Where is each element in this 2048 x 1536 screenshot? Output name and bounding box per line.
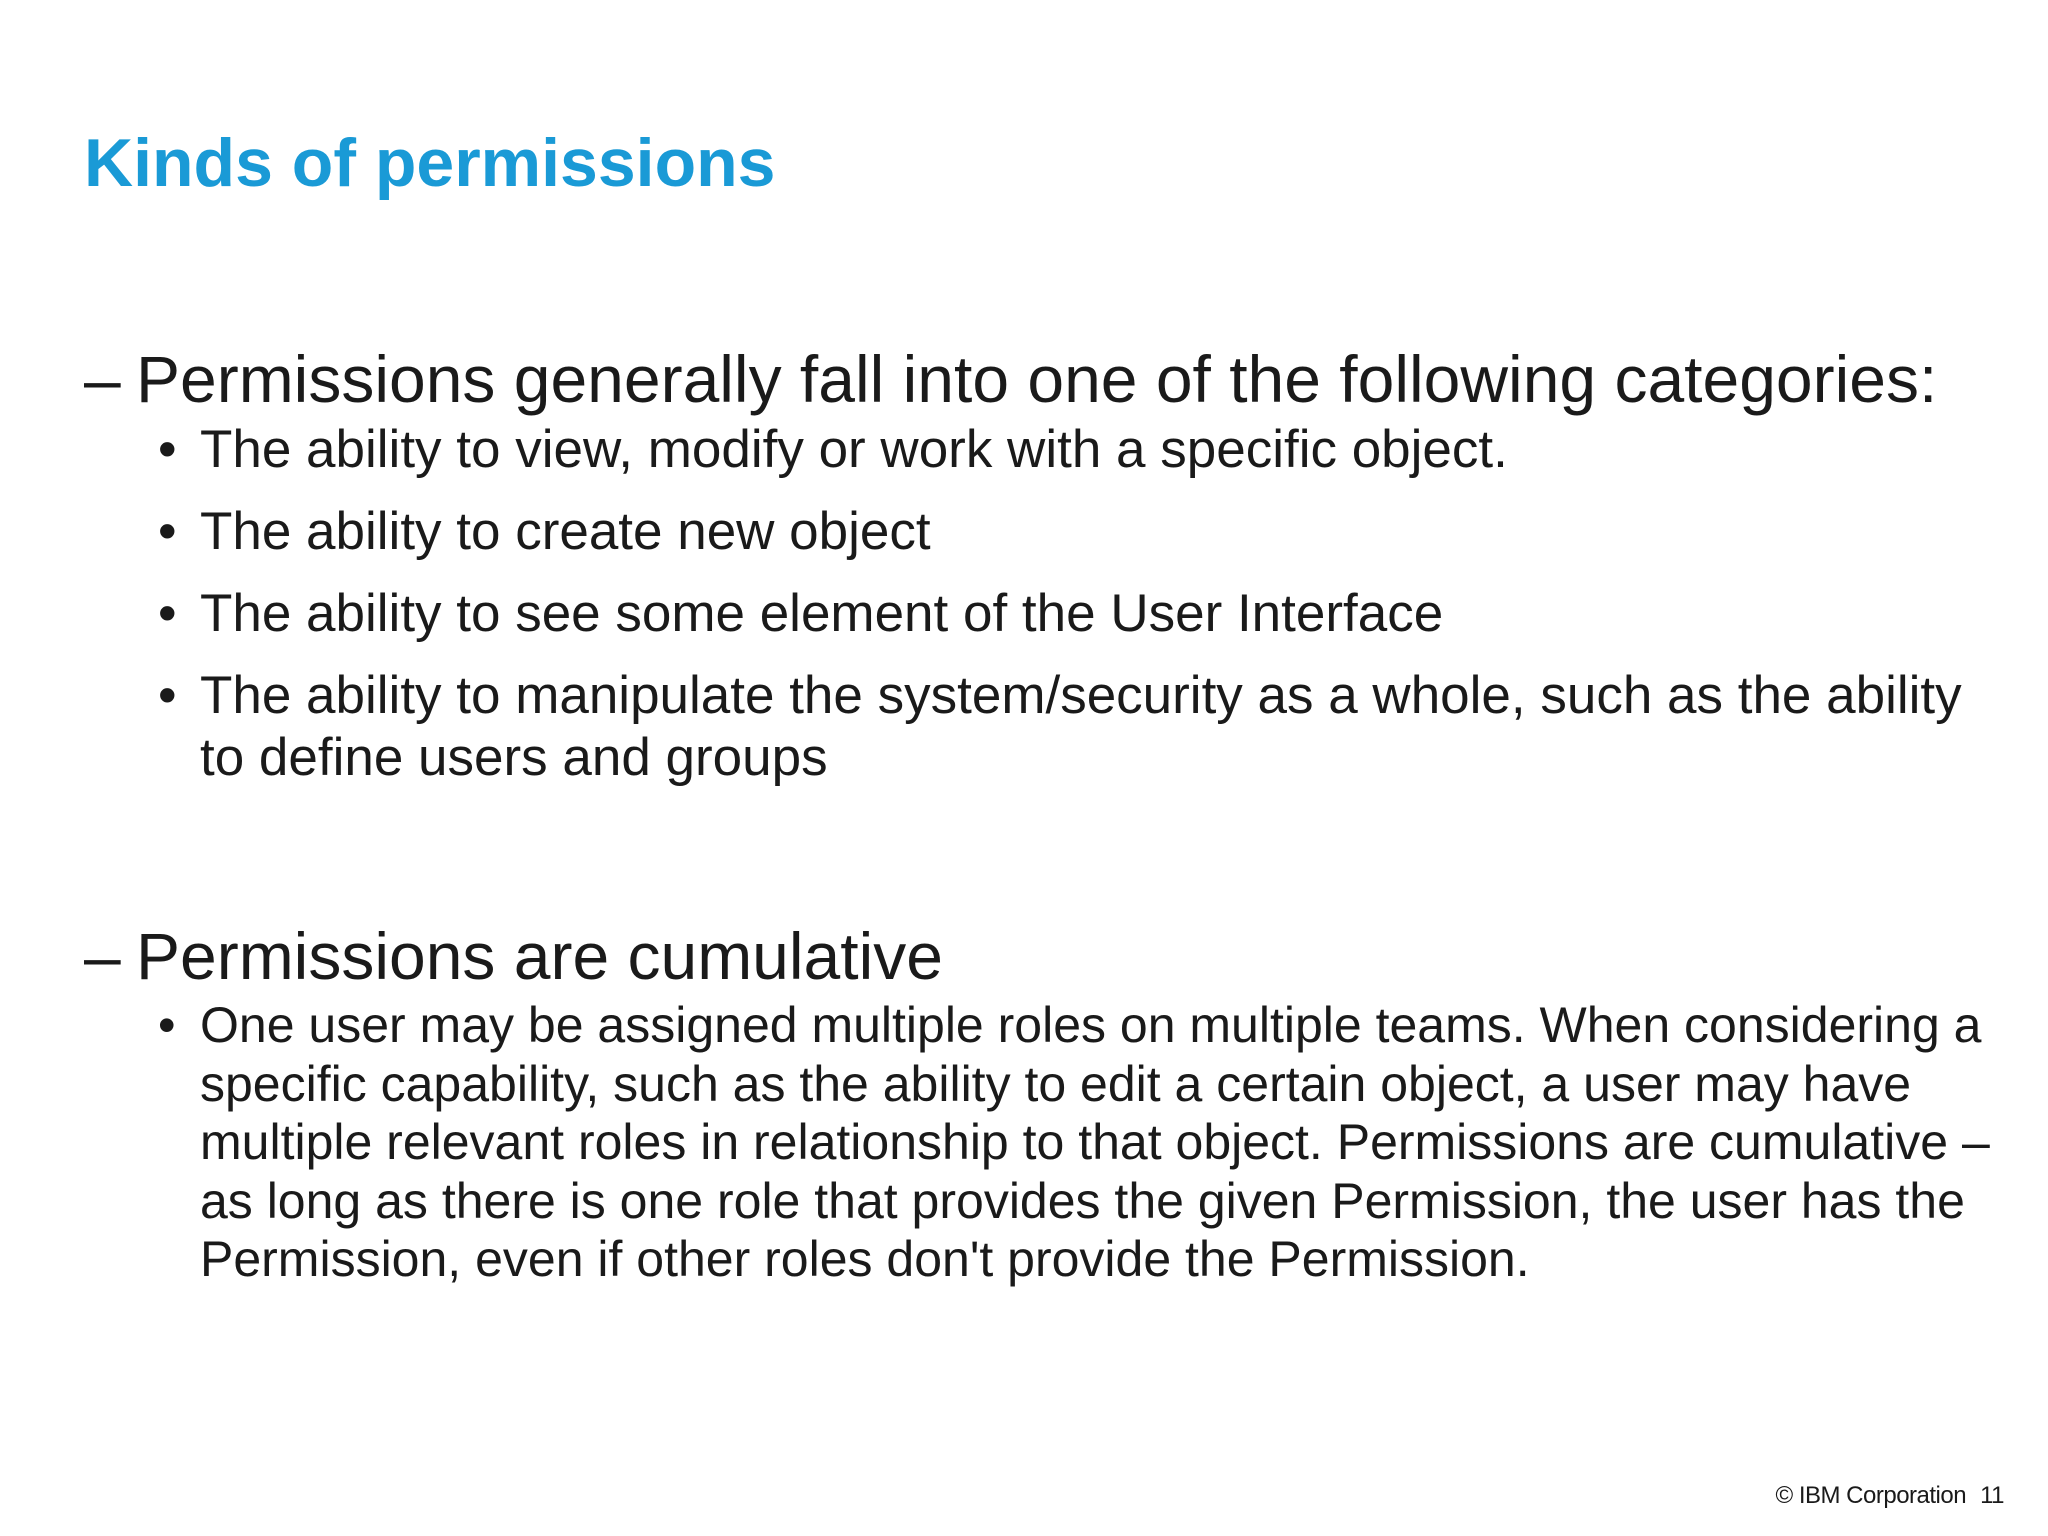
page-number: 11 — [1980, 1482, 2004, 1509]
bullet-marker: • — [158, 584, 177, 644]
list-item-text: The ability to see some element of the User Interface — [200, 584, 1444, 644]
category-list — [84, 419, 2004, 789]
bullet-marker: • — [158, 502, 177, 562]
slide-content — [84, 340, 2004, 1309]
bullet-marker: • — [158, 666, 177, 726]
bullet-marker: • — [158, 420, 177, 480]
list-item — [158, 996, 2004, 1289]
copyright-text: © IBM Corporation — [1775, 1482, 1967, 1509]
list-item-text: The ability to create new object — [200, 502, 931, 562]
cumulative-list — [84, 996, 2004, 1289]
bullet-marker: • — [158, 997, 176, 1054]
section-heading-text: Permissions are cumulative — [136, 919, 943, 994]
section-spacer — [84, 809, 2004, 917]
list-item — [158, 501, 2004, 563]
list-item-text: The ability to view, modify or work with a specific object. — [200, 420, 1508, 480]
section-heading-categories — [84, 340, 2004, 419]
dash-marker: – — [84, 919, 121, 994]
list-item — [158, 419, 2004, 481]
slide-footer — [1775, 1482, 2004, 1510]
section-heading-text: Permissions generally fall into one of the following categories: — [136, 342, 1938, 416]
list-item — [158, 583, 2004, 645]
dash-marker: – — [84, 342, 121, 416]
list-item-text: The ability to manipulate the system/security as a whole, such as the ability to define users and groups — [200, 666, 1962, 788]
list-item — [158, 665, 2004, 789]
slide-title: Kinds of permissions — [84, 125, 776, 201]
section-heading-cumulative — [84, 917, 2004, 996]
list-item-text: One user may be assigned multiple roles on multiple teams. When considering a specific capability, such as the ability to edit a certain object, a user may have multiple relevant roles in relationship to that object. Permissions are cumulative – as long as there is one role that provides the given Permission, the user has the Permission, even if other roles don't provide the Permission. — [200, 997, 1990, 1288]
